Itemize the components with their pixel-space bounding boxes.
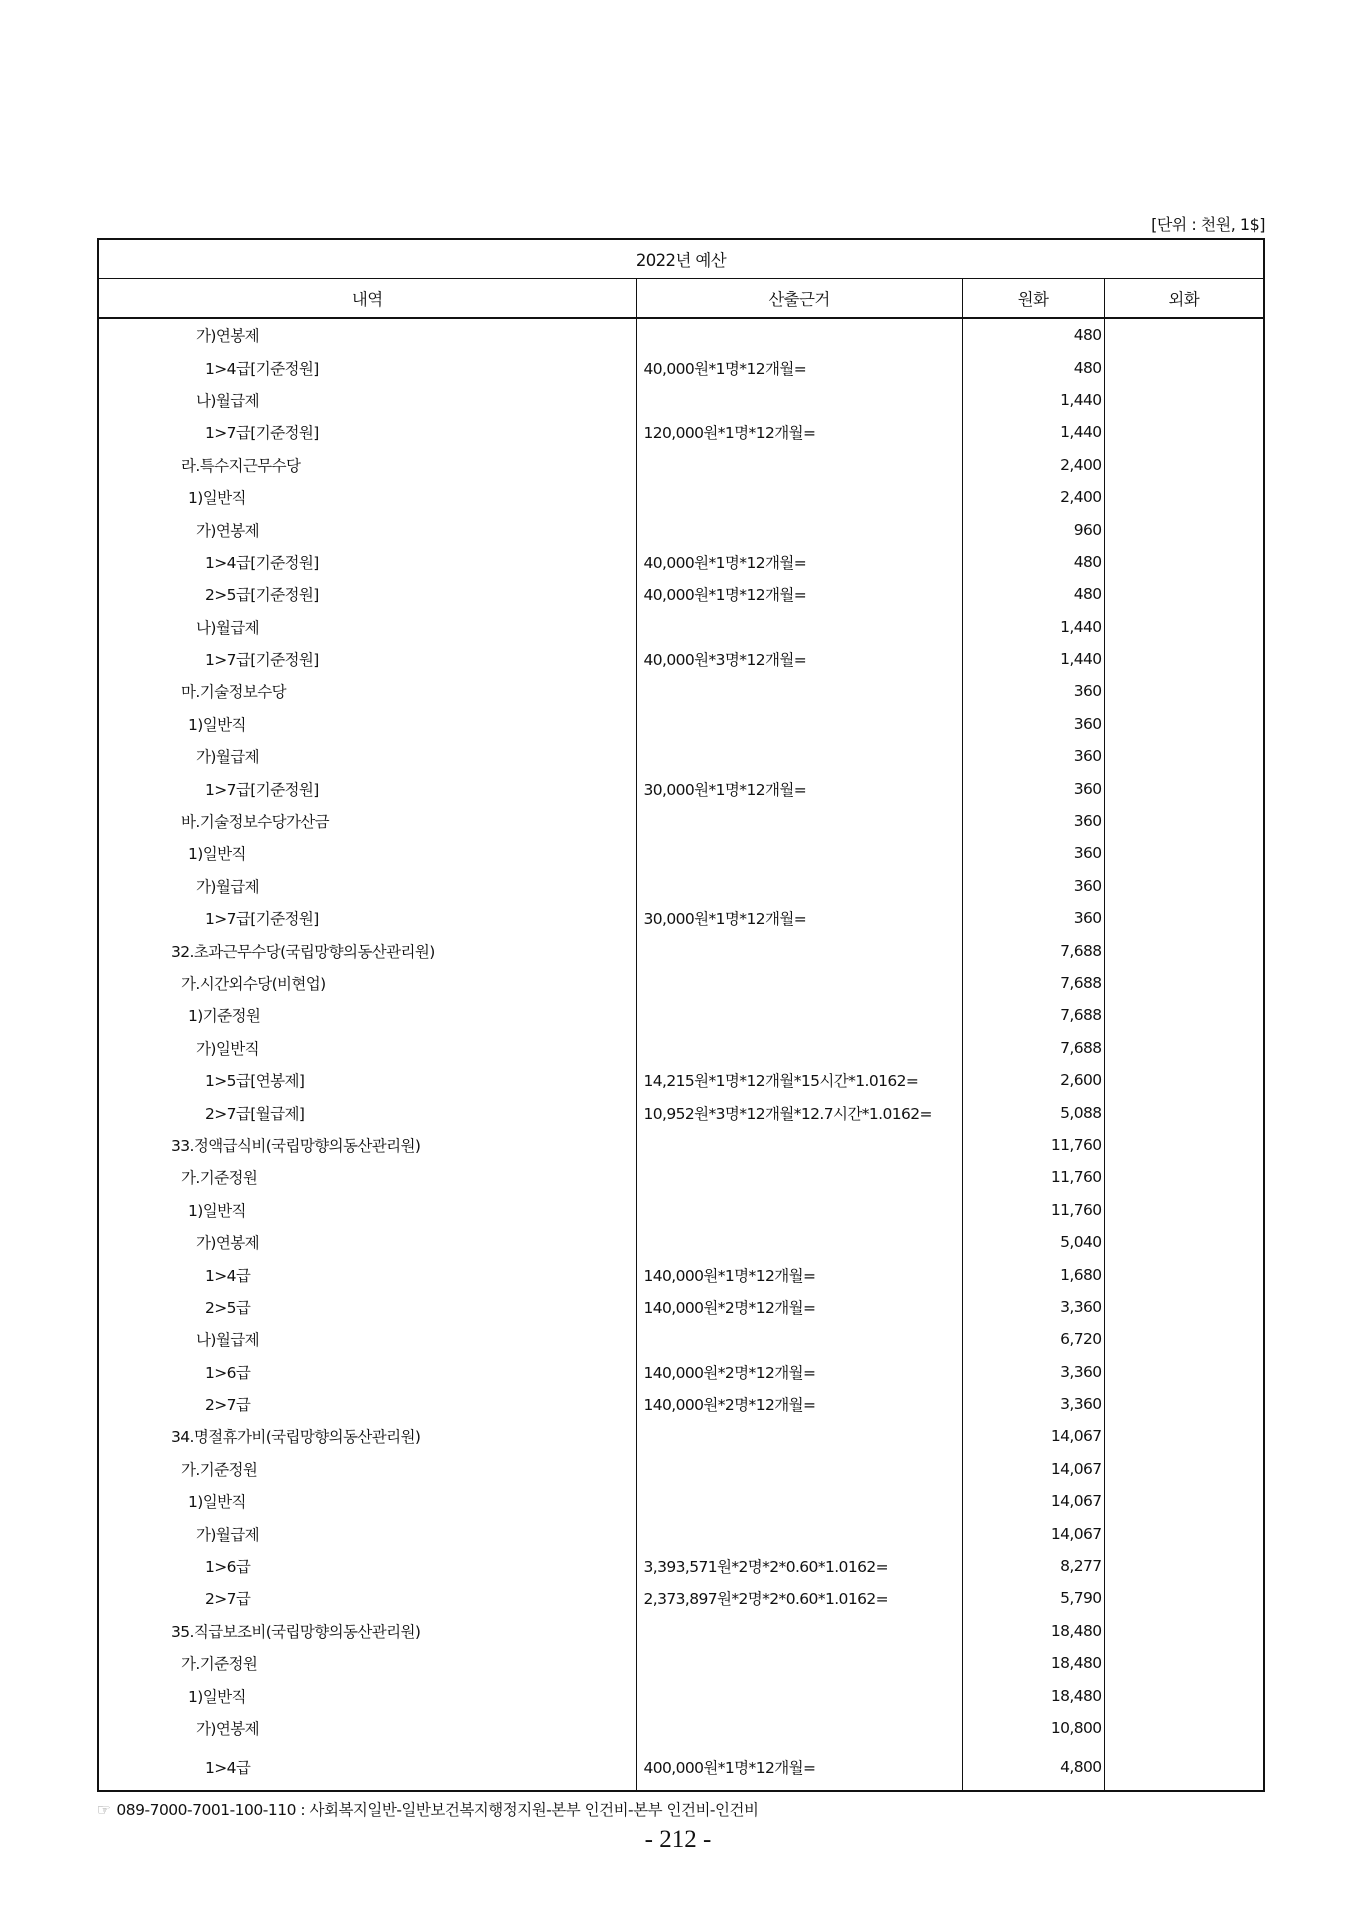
item-cell: 나)월급제 xyxy=(196,1331,259,1350)
foreign-cell xyxy=(1104,1032,1264,1064)
calc-cell xyxy=(636,1194,962,1226)
header-item: 내역 xyxy=(98,279,636,319)
item-cell: 1>6급 xyxy=(205,1558,251,1577)
table-row xyxy=(98,1582,1264,1614)
calc-cell xyxy=(636,1161,962,1193)
calc-cell xyxy=(636,1129,962,1161)
item-cell: 가)월급제 xyxy=(196,748,259,767)
foreign-cell xyxy=(1104,1582,1264,1614)
item-cell: 1)일반직 xyxy=(188,489,246,508)
item-cell: 1)일반직 xyxy=(188,1201,246,1220)
calc-cell xyxy=(636,1517,962,1549)
krw-cell: 3,360 xyxy=(962,1291,1104,1323)
foreign-cell xyxy=(1104,384,1264,416)
krw-cell: 1,440 xyxy=(962,384,1104,416)
foreign-cell xyxy=(1104,1226,1264,1258)
table-row xyxy=(98,1647,1264,1679)
krw-cell: 14,067 xyxy=(962,1453,1104,1485)
table-row xyxy=(98,837,1264,869)
calc-cell: 140,000원*1명*12개월= xyxy=(636,1258,962,1290)
table-row xyxy=(98,318,1264,351)
krw-cell: 1,440 xyxy=(962,643,1104,675)
item-cell: 가)연봉제 xyxy=(196,1719,259,1738)
item-cell: 가)일반직 xyxy=(196,1039,259,1058)
foreign-cell xyxy=(1104,481,1264,513)
calc-cell xyxy=(636,318,962,351)
foreign-cell xyxy=(1104,1064,1264,1096)
calc-cell xyxy=(636,384,962,416)
krw-cell: 480 xyxy=(962,578,1104,610)
item-cell: 1>4급 xyxy=(205,1266,251,1285)
foreign-cell xyxy=(1104,1550,1264,1582)
foreign-cell xyxy=(1104,351,1264,383)
calc-cell xyxy=(636,805,962,837)
item-cell: 1)일반직 xyxy=(188,715,246,734)
item-cell: 1)일반직 xyxy=(188,1493,246,1512)
unit-label: [단위 : 천원, 1$] xyxy=(1151,215,1265,234)
foreign-cell xyxy=(1104,643,1264,675)
table-title: 2022년 예산 xyxy=(98,239,1264,279)
pointing-hand-icon: ☞ xyxy=(97,1801,111,1819)
table-row xyxy=(98,708,1264,740)
foreign-cell xyxy=(1104,870,1264,902)
table-row xyxy=(98,1615,1264,1647)
foreign-cell xyxy=(1104,578,1264,610)
calc-cell xyxy=(636,870,962,902)
table-row xyxy=(98,1258,1264,1290)
item-cell: 1>7급[기준정원] xyxy=(205,780,319,799)
krw-cell: 360 xyxy=(962,675,1104,707)
header-calc: 산출근거 xyxy=(636,279,962,319)
item-cell: 1>4급[기준정원] xyxy=(205,553,319,572)
table-row xyxy=(98,1744,1264,1791)
item-cell: 1)기준정원 xyxy=(188,1007,261,1026)
item-cell: 1>7급[기준정원] xyxy=(205,651,319,670)
item-cell: 가.기준정원 xyxy=(181,1169,258,1188)
foreign-cell xyxy=(1104,934,1264,966)
item-cell: 마.기술정보수당 xyxy=(181,683,286,702)
calc-cell: 400,000원*1명*12개월= xyxy=(636,1744,962,1791)
calc-cell xyxy=(636,837,962,869)
calc-cell xyxy=(636,1453,962,1485)
foreign-cell xyxy=(1104,1453,1264,1485)
table-row xyxy=(98,1388,1264,1420)
foreign-cell xyxy=(1104,999,1264,1031)
table-row xyxy=(98,1485,1264,1517)
item-cell: 2>5급[기준정원] xyxy=(205,586,319,605)
table-row xyxy=(98,772,1264,804)
krw-cell: 18,480 xyxy=(962,1679,1104,1711)
item-cell: 가.시간외수당(비현업) xyxy=(181,975,326,993)
calc-cell xyxy=(636,740,962,772)
foreign-cell xyxy=(1104,1647,1264,1679)
krw-cell: 18,480 xyxy=(962,1615,1104,1647)
table-row xyxy=(98,416,1264,448)
table-row xyxy=(98,481,1264,513)
calc-cell: 140,000원*2명*12개월= xyxy=(636,1388,962,1420)
krw-cell: 360 xyxy=(962,805,1104,837)
krw-cell: 4,800 xyxy=(962,1744,1104,1791)
table-row xyxy=(98,1129,1264,1161)
item-cell: 1>4급 xyxy=(205,1759,251,1778)
krw-cell: 14,067 xyxy=(962,1420,1104,1452)
calc-cell xyxy=(636,1485,962,1517)
item-cell: 2>7급 xyxy=(205,1590,251,1609)
calc-cell xyxy=(636,1032,962,1064)
foreign-cell xyxy=(1104,1129,1264,1161)
calc-cell xyxy=(636,1712,962,1744)
item-cell: 32.초과근무수당(국립망향의동산관리원) xyxy=(171,942,435,961)
calc-cell: 40,000원*1명*12개월= xyxy=(636,546,962,578)
calc-cell: 30,000원*1명*12개월= xyxy=(636,902,962,934)
foreign-cell xyxy=(1104,902,1264,934)
foreign-cell xyxy=(1104,1323,1264,1355)
foreign-cell xyxy=(1104,1388,1264,1420)
krw-cell: 1,680 xyxy=(962,1258,1104,1290)
table-row xyxy=(98,546,1264,578)
table-body xyxy=(98,318,1264,1791)
item-cell: 1)일반직 xyxy=(188,845,246,864)
foreign-cell xyxy=(1104,1258,1264,1290)
table-row xyxy=(98,1712,1264,1744)
item-cell: 1)일반직 xyxy=(188,1687,246,1706)
foreign-cell xyxy=(1104,967,1264,999)
table-row xyxy=(98,449,1264,481)
table-row xyxy=(98,740,1264,772)
calc-cell xyxy=(636,1679,962,1711)
krw-cell: 5,790 xyxy=(962,1582,1104,1614)
calc-cell: 140,000원*2명*12개월= xyxy=(636,1291,962,1323)
table-row xyxy=(98,1032,1264,1064)
item-cell: 34.명절휴가비(국립망향의동산관리원) xyxy=(171,1428,421,1447)
footnote-text: 089-7000-7001-100-110 : 사회복지일반-일반보건복지행정지원-본부 인건비-본부 인건비-인건비 xyxy=(116,1801,759,1819)
table-row xyxy=(98,1420,1264,1452)
table-row xyxy=(98,805,1264,837)
table-row xyxy=(98,967,1264,999)
calc-cell xyxy=(636,1323,962,1355)
krw-cell: 1,440 xyxy=(962,611,1104,643)
table-row xyxy=(98,1291,1264,1323)
item-cell: 바.기술정보수당가산금 xyxy=(181,813,330,832)
krw-cell: 8,277 xyxy=(962,1550,1104,1582)
krw-cell: 480 xyxy=(962,351,1104,383)
table-row xyxy=(98,1679,1264,1711)
krw-cell: 480 xyxy=(962,318,1104,351)
krw-cell: 14,067 xyxy=(962,1517,1104,1549)
foreign-cell xyxy=(1104,1194,1264,1226)
table-row xyxy=(98,934,1264,966)
krw-cell: 960 xyxy=(962,513,1104,545)
calc-cell xyxy=(636,1420,962,1452)
krw-cell: 7,688 xyxy=(962,934,1104,966)
krw-cell: 5,088 xyxy=(962,1096,1104,1128)
table-row xyxy=(98,513,1264,545)
calc-cell: 40,000원*1명*12개월= xyxy=(636,578,962,610)
krw-cell: 1,440 xyxy=(962,416,1104,448)
krw-cell: 2,400 xyxy=(962,481,1104,513)
calc-cell xyxy=(636,934,962,966)
item-cell: 2>7급 xyxy=(205,1396,251,1415)
item-cell: 1>5급[연봉제] xyxy=(205,1072,305,1091)
krw-cell: 7,688 xyxy=(962,967,1104,999)
krw-cell: 360 xyxy=(962,902,1104,934)
calc-cell: 40,000원*1명*12개월= xyxy=(636,351,962,383)
account-code-footnote xyxy=(97,1798,758,1820)
calc-cell: 3,393,571원*2명*2*0.60*1.0162= xyxy=(636,1550,962,1582)
calc-cell xyxy=(636,1226,962,1258)
table-row xyxy=(98,999,1264,1031)
item-cell: 1>6급 xyxy=(205,1363,251,1382)
krw-cell: 11,760 xyxy=(962,1129,1104,1161)
item-cell: 35.직급보조비(국립망향의동산관리원) xyxy=(171,1622,421,1641)
calc-cell xyxy=(636,1647,962,1679)
item-cell: 33.정액급식비(국립망향의동산관리원) xyxy=(171,1136,421,1155)
krw-cell: 11,760 xyxy=(962,1194,1104,1226)
foreign-cell xyxy=(1104,1744,1264,1791)
krw-cell: 7,688 xyxy=(962,999,1104,1031)
item-cell: 2>7급[월급제] xyxy=(205,1104,305,1123)
foreign-cell xyxy=(1104,416,1264,448)
table-row xyxy=(98,1161,1264,1193)
table-row xyxy=(98,384,1264,416)
header-foreign: 외화 xyxy=(1104,279,1264,319)
foreign-cell xyxy=(1104,675,1264,707)
foreign-cell xyxy=(1104,1679,1264,1711)
item-cell: 가.기준정원 xyxy=(181,1460,258,1479)
table-row xyxy=(98,870,1264,902)
calc-cell: 40,000원*3명*12개월= xyxy=(636,643,962,675)
foreign-cell xyxy=(1104,318,1264,351)
table-row xyxy=(98,902,1264,934)
calc-cell xyxy=(636,513,962,545)
krw-cell: 2,600 xyxy=(962,1064,1104,1096)
krw-cell: 360 xyxy=(962,870,1104,902)
foreign-cell xyxy=(1104,1615,1264,1647)
item-cell: 라.특수지근무수당 xyxy=(181,456,301,475)
foreign-cell xyxy=(1104,449,1264,481)
foreign-cell xyxy=(1104,1485,1264,1517)
krw-cell: 360 xyxy=(962,708,1104,740)
krw-cell: 3,360 xyxy=(962,1356,1104,1388)
krw-cell: 18,480 xyxy=(962,1647,1104,1679)
calc-cell: 120,000원*1명*12개월= xyxy=(636,416,962,448)
table-row xyxy=(98,1226,1264,1258)
item-cell: 나)월급제 xyxy=(196,618,259,637)
krw-cell: 2,400 xyxy=(962,449,1104,481)
item-cell: 2>5급 xyxy=(205,1298,251,1317)
page-number: - 212 - xyxy=(644,1826,712,1853)
table-row xyxy=(98,351,1264,383)
table-row xyxy=(98,675,1264,707)
calc-cell xyxy=(636,611,962,643)
krw-cell: 480 xyxy=(962,546,1104,578)
foreign-cell xyxy=(1104,1161,1264,1193)
table-row xyxy=(98,578,1264,610)
table-row xyxy=(98,611,1264,643)
calc-cell: 140,000원*2명*12개월= xyxy=(636,1356,962,1388)
foreign-cell xyxy=(1104,805,1264,837)
table-row xyxy=(98,1064,1264,1096)
calc-cell: 2,373,897원*2명*2*0.60*1.0162= xyxy=(636,1582,962,1614)
table-row xyxy=(98,1453,1264,1485)
krw-cell: 11,760 xyxy=(962,1161,1104,1193)
item-cell: 가)연봉제 xyxy=(196,1234,259,1253)
table-row xyxy=(98,1096,1264,1128)
calc-cell xyxy=(636,1615,962,1647)
item-cell: 1>7급[기준정원] xyxy=(205,424,319,443)
budget-table xyxy=(97,238,1265,1792)
foreign-cell xyxy=(1104,772,1264,804)
foreign-cell xyxy=(1104,1356,1264,1388)
calc-cell xyxy=(636,481,962,513)
item-cell: 가)연봉제 xyxy=(196,327,259,346)
foreign-cell xyxy=(1104,1712,1264,1744)
krw-cell: 10,800 xyxy=(962,1712,1104,1744)
table-row xyxy=(98,1356,1264,1388)
krw-cell: 3,360 xyxy=(962,1388,1104,1420)
item-cell: 나)월급제 xyxy=(196,391,259,410)
item-cell: 가)월급제 xyxy=(196,877,259,896)
foreign-cell xyxy=(1104,1420,1264,1452)
calc-cell xyxy=(636,999,962,1031)
calc-cell xyxy=(636,967,962,999)
foreign-cell xyxy=(1104,513,1264,545)
table-row xyxy=(98,1517,1264,1549)
table-row xyxy=(98,1323,1264,1355)
foreign-cell xyxy=(1104,708,1264,740)
item-cell: 가.기준정원 xyxy=(181,1655,258,1674)
foreign-cell xyxy=(1104,740,1264,772)
calc-cell: 14,215원*1명*12개월*15시간*1.0162= xyxy=(636,1064,962,1096)
krw-cell: 14,067 xyxy=(962,1485,1104,1517)
calc-cell xyxy=(636,708,962,740)
krw-cell: 360 xyxy=(962,740,1104,772)
foreign-cell xyxy=(1104,611,1264,643)
calc-cell xyxy=(636,449,962,481)
krw-cell: 6,720 xyxy=(962,1323,1104,1355)
foreign-cell xyxy=(1104,1517,1264,1549)
item-cell: 1>4급[기준정원] xyxy=(205,359,319,378)
foreign-cell xyxy=(1104,837,1264,869)
krw-cell: 7,688 xyxy=(962,1032,1104,1064)
calc-cell xyxy=(636,675,962,707)
krw-cell: 5,040 xyxy=(962,1226,1104,1258)
item-cell: 1>7급[기준정원] xyxy=(205,910,319,929)
foreign-cell xyxy=(1104,546,1264,578)
krw-cell: 360 xyxy=(962,772,1104,804)
calc-cell: 10,952원*3명*12개월*12.7시간*1.0162= xyxy=(636,1096,962,1128)
foreign-cell xyxy=(1104,1096,1264,1128)
krw-cell: 360 xyxy=(962,837,1104,869)
foreign-cell xyxy=(1104,1291,1264,1323)
table-row xyxy=(98,643,1264,675)
table-row xyxy=(98,1194,1264,1226)
item-cell: 가)월급제 xyxy=(196,1525,259,1544)
table-row xyxy=(98,1550,1264,1582)
item-cell: 가)연봉제 xyxy=(196,521,259,540)
header-krw: 원화 xyxy=(962,279,1104,319)
calc-cell: 30,000원*1명*12개월= xyxy=(636,772,962,804)
